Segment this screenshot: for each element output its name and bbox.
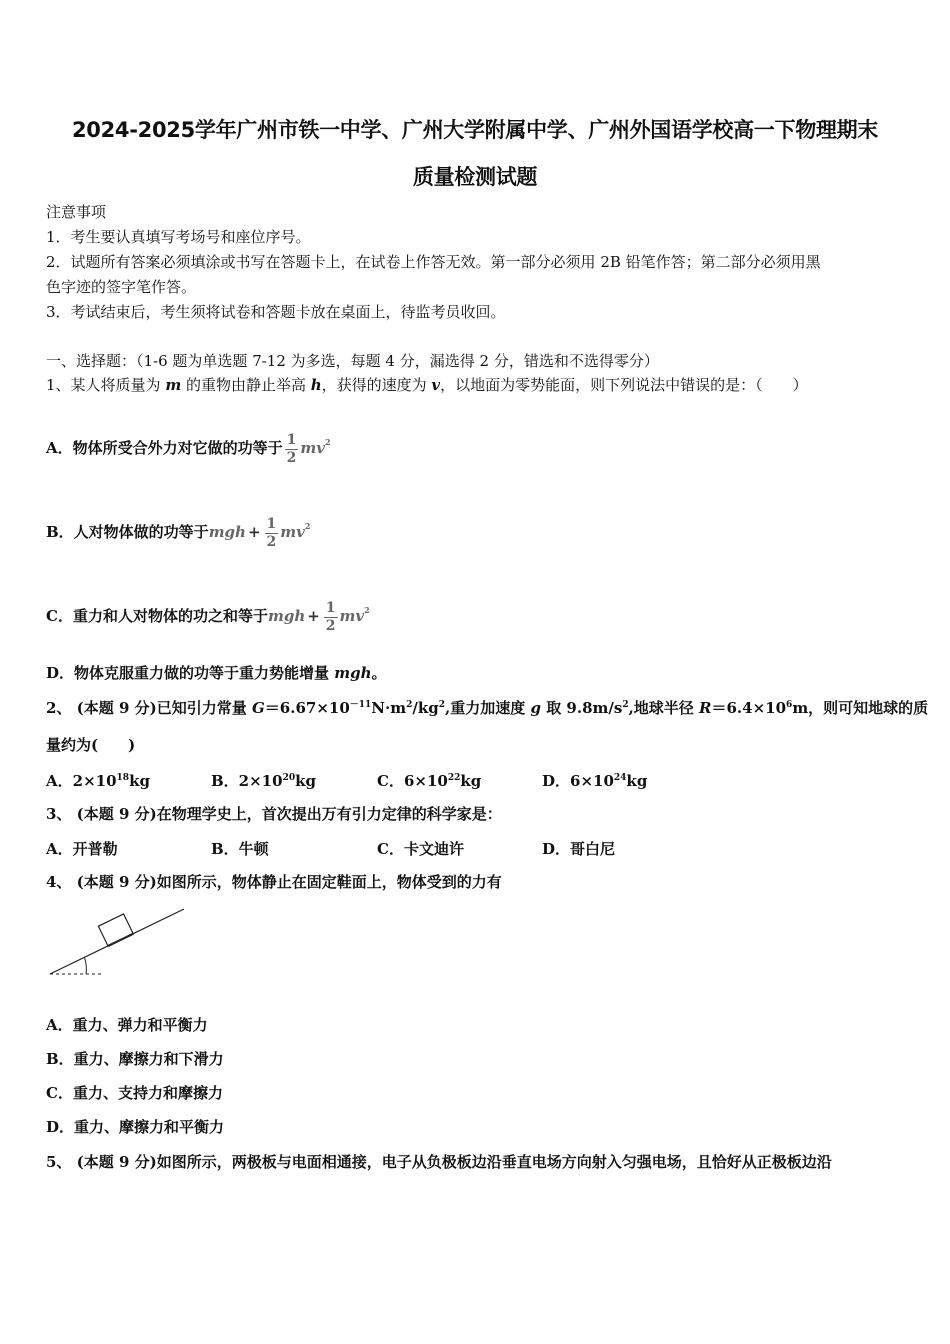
q1-option-b[interactable]: B．人对物体做的功等于mgh + $\frac{1}{2}$ $mv^2$	[46, 515, 311, 550]
notice-item: 1．考生要认真填写考场号和座位序号。	[46, 228, 311, 246]
q3-stem: 3、 (本题 9 分)在物理学史上，首次提出万有引力定律的科学家是：	[46, 805, 502, 823]
exam-title-line2: 质量检测试题	[412, 165, 538, 189]
block-on-incline	[98, 914, 133, 946]
q3-option-b[interactable]: B．牛顿	[211, 840, 269, 858]
notice-item: 2．试题所有答案必须填涂或书写在答题卡上，在试卷上作答无效。第一部分必须用 2B 铅笔作答；第二部分必须用黑	[46, 253, 821, 271]
q3-option-c[interactable]: C．卡文迪许	[377, 840, 464, 858]
q4-option-d[interactable]: D．重力、摩擦力和平衡力	[46, 1118, 225, 1136]
q2-option-b[interactable]: B．$2\times 10^{20}kg$	[211, 772, 316, 790]
notice-heading: 注意事项	[46, 203, 107, 221]
q4-option-a[interactable]: A．重力、弹力和平衡力	[46, 1016, 208, 1034]
q2-stem-line1: 2、 (本题 9 分)已知引力常量 $G=6.67\times 10^{-11}N\cdot m^2/kg^2$,重力加速度 g 取 $9.8m/s^2$,地球半径 $R=6.4\times 10^6m$，则可知地球的质	[46, 699, 929, 717]
exam-title-line1: 2024-2025学年广州市铁一中学、广州大学附属中学、广州外国语学校高一下物理期末	[71, 118, 878, 142]
q4-option-b[interactable]: B．重力、摩擦力和下滑力	[46, 1050, 224, 1068]
q3-option-d[interactable]: D．哥白尼	[542, 840, 616, 858]
q1-stem: 1、某人将质量为 m 的重物由静止举高 h，获得的速度为 v，以地面为零势能面，则下列说法中错误的是：（ ）	[46, 376, 808, 394]
q2-option-a[interactable]: A．$2\times 10^{18}kg$	[46, 772, 150, 790]
q1-option-c[interactable]: C．重力和人对物体的功之和等于mgh + $\frac{1}{2}$ $mv^2$	[46, 599, 370, 634]
formula-mgh-plus-half-mv2: mgh + $\frac{1}{2}$ $mv^2$	[267, 599, 370, 634]
formula-half-mv2: $\frac{1}{2}$ $mv^2$	[286, 431, 331, 466]
q4-stem: 4、 (本题 9 分)如图所示，物体静止在固定鞋面上，物体受到的力有	[46, 873, 502, 891]
q1-option-d[interactable]: D．物体克服重力做的功等于重力势能增量 mgh。	[46, 664, 387, 682]
angle-arc	[85, 958, 87, 975]
q2-stem-line2: 量约为( )	[46, 736, 136, 754]
q5-stem: 5、 (本题 9 分)如图所示，两极板与电面相通接，电子从负极板边沿垂直电场方向射入匀强电场，且恰好从正极板边沿	[46, 1153, 832, 1171]
formula-mgh-plus-half-mv2: mgh + $\frac{1}{2}$ $mv^2$	[208, 515, 311, 550]
notice-item: 色字迹的签字笔作答。	[46, 278, 197, 296]
q2-option-c[interactable]: C．$6\times 10^{22}kg$	[377, 772, 482, 790]
q2-option-d[interactable]: D．$6\times 10^{24}kg$	[542, 772, 648, 790]
q1-option-a[interactable]: A．物体所受合外力对它做的功等于 $\frac{1}{2}$ $mv^2$	[46, 431, 331, 466]
q4-option-c[interactable]: C．重力、支持力和摩擦力	[46, 1084, 223, 1102]
incline-diagram	[46, 904, 191, 984]
section-heading: 一、选择题：（1-6 题为单选题 7-12 为多选，每题 4 分，漏选得 2 分，错选和不选得零分）	[46, 352, 659, 370]
q3-option-a[interactable]: A．开普勒	[46, 840, 118, 858]
notice-item: 3．考试结束后，考生须将试卷和答题卡放在桌面上，待监考员收回。	[46, 303, 506, 321]
